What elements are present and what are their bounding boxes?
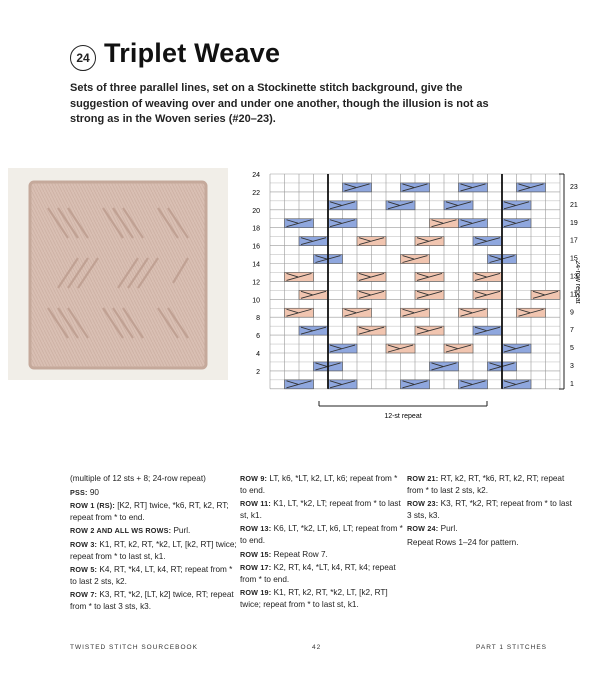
repeat-bracket — [319, 401, 487, 420]
instruction-line — [240, 498, 405, 521]
instruction-text: K1, RT, k2, RT, *k2, LT, [k2, RT] twice; repeat from * to last st, k1. — [240, 588, 388, 609]
instruction-line — [240, 587, 405, 610]
row-label: 4 — [256, 351, 260, 358]
right-twist-stitch — [328, 380, 357, 389]
intro-paragraph: Sets of three parallel lines, set on a Stockinette stitch background, give the suggestion of weaving over and under one another, though the illusion is not as strong as in the Woven series (#20–23). — [70, 82, 489, 125]
footer-section: PART 1 STITCHES — [476, 644, 547, 651]
left-twist-stitch — [401, 255, 430, 264]
row-label: 23 — [570, 183, 578, 191]
row-label: 9 — [570, 309, 574, 317]
right-twist-stitch — [285, 219, 314, 228]
pattern-number: 24 — [76, 51, 90, 65]
row-label: 15 — [570, 255, 578, 263]
right-twist-stitch — [328, 201, 357, 210]
instruction-line — [70, 500, 238, 523]
right-twist-stitch — [430, 362, 459, 371]
instruction-text: (multiple of 12 sts + 8; 24-row repeat) — [70, 474, 206, 483]
row-label: 20 — [252, 207, 260, 215]
page-title: Triplet Weave — [104, 38, 281, 68]
left-twist-stitch — [357, 237, 386, 246]
right-twist-stitch — [328, 219, 357, 228]
left-twist-stitch — [415, 272, 444, 281]
row-label: 14 — [252, 261, 260, 269]
instructions-column-2 — [240, 473, 405, 613]
instruction-label: ROW 3: — [70, 539, 98, 549]
left-twist-stitch — [285, 308, 314, 317]
instruction-text: K3, RT, *k2, RT; repeat from * to last 3 sts, k3. — [407, 499, 572, 520]
swatch-image — [8, 168, 228, 380]
row-label: 19 — [570, 219, 578, 227]
instruction-line — [240, 523, 405, 546]
left-twist-stitch — [531, 290, 560, 299]
instruction-label: ROW 13: — [240, 524, 272, 534]
instruction-label: ROW 19: — [240, 588, 272, 598]
instruction-text: K4, RT, *k4, LT, k4, RT; repeat from * to last 2 sts, k2. — [70, 565, 233, 586]
left-twist-stitch — [357, 272, 386, 281]
row-label: 17 — [570, 237, 578, 245]
right-twist-stitch — [502, 201, 531, 210]
instruction-text: 90 — [87, 487, 99, 497]
instructions-column-1 — [70, 473, 238, 615]
right-twist-stitch — [386, 201, 415, 210]
row-repeat-label: 24-row repeat — [574, 260, 580, 304]
instruction-line — [70, 487, 238, 499]
right-twist-stitch — [517, 183, 546, 192]
instruction-text: K1, RT, k2, RT, *k2, LT, [k2, RT] twice; repeat from * to last st, k1. — [70, 539, 237, 561]
row-label: 18 — [252, 225, 260, 233]
instruction-line — [407, 498, 575, 521]
row-label: 5 — [570, 345, 574, 353]
left-twist-stitch — [444, 344, 473, 353]
row-label: 21 — [570, 201, 578, 209]
left-twist-stitch — [401, 308, 430, 317]
right-twist-stitch — [459, 380, 488, 389]
right-twist-stitch — [502, 344, 531, 353]
row-label: 1 — [570, 380, 574, 388]
instruction-label: ROW 17: — [240, 563, 272, 573]
row-label: 12 — [252, 279, 260, 287]
instruction-text: Repeat Rows 1–24 for pattern. — [407, 537, 519, 547]
row-label: 22 — [252, 189, 260, 197]
right-twist-stitch — [328, 344, 357, 353]
right-twist-stitch — [299, 326, 328, 335]
right-twist-stitch — [444, 201, 473, 210]
instruction-line — [70, 525, 238, 537]
instruction-label: PSS: — [70, 487, 88, 497]
instruction-text: K3, RT, *k2, [LT, k2] twice, RT; repeat from * to last 3 sts, k3. — [70, 590, 234, 611]
left-twist-stitch — [386, 344, 415, 353]
chart-grid — [230, 168, 580, 424]
row-label: 7 — [570, 327, 574, 335]
instruction-text: Purl. — [438, 524, 458, 534]
left-twist-stitch — [415, 326, 444, 335]
instruction-line — [70, 589, 238, 612]
left-twist-stitch — [517, 308, 546, 317]
instruction-text: LT, k6, *LT, k2, LT, k6; repeat from * to end. — [240, 474, 398, 495]
instruction-line — [70, 539, 238, 562]
instruction-label: ROW 11: — [240, 499, 271, 509]
instruction-label: ROW 5: — [70, 565, 98, 575]
instruction-text: Repeat Row 7. — [271, 549, 328, 559]
row-label: 13 — [570, 273, 578, 281]
right-twist-stitch — [343, 183, 372, 192]
swatch-photo — [8, 168, 228, 380]
row-label: 8 — [256, 315, 260, 323]
instruction-label: ROW 15: — [240, 549, 272, 559]
pattern-number-badge — [70, 45, 96, 71]
instruction-line — [407, 537, 575, 549]
instruction-line — [240, 549, 405, 561]
instruction-text: K6, LT, *k2, LT, k6, LT; repeat from * to end. — [240, 524, 403, 545]
right-twist-stitch — [473, 237, 502, 246]
row-label: 16 — [252, 243, 260, 251]
instruction-line — [70, 473, 238, 485]
right-twist-stitch — [285, 380, 314, 389]
instruction-line — [407, 473, 575, 496]
row-label: 3 — [570, 362, 574, 370]
left-twist-stitch — [357, 326, 386, 335]
right-twist-stitch — [401, 183, 430, 192]
instructions-column-3 — [407, 473, 575, 551]
instruction-text: K2, RT, k4, *LT, k4, RT, k4; repeat from * to end. — [240, 563, 396, 584]
left-twist-stitch — [459, 308, 488, 317]
stitch-chart — [230, 168, 580, 424]
left-twist-stitch — [473, 290, 502, 299]
left-twist-stitch — [430, 219, 459, 228]
left-twist-stitch — [357, 290, 386, 299]
left-twist-stitch — [473, 272, 502, 281]
row-label: 2 — [256, 368, 260, 376]
left-twist-stitch — [415, 237, 444, 246]
right-twist-stitch — [502, 219, 531, 228]
row-label: 11 — [570, 291, 578, 299]
instruction-label: ROW 24: — [407, 524, 439, 534]
left-twist-stitch — [415, 290, 444, 299]
right-twist-stitch — [473, 326, 502, 335]
row-label: 6 — [256, 333, 260, 341]
instruction-text: Purl. — [171, 526, 191, 536]
instruction-label: ROW 7: — [70, 590, 98, 600]
right-twist-stitch — [502, 380, 531, 389]
row-label: 24 — [252, 172, 260, 179]
instruction-text: K1, LT, *k2, LT; repeat from * to last st, k1. — [240, 499, 401, 520]
right-twist-stitch — [401, 380, 430, 389]
footer-book-title: TWISTED STITCH SOURCEBOOK — [70, 644, 198, 651]
instruction-label: ROW 21: — [407, 474, 439, 483]
instruction-line — [240, 473, 405, 496]
instruction-label: ROW 9: — [240, 474, 268, 483]
left-twist-stitch — [343, 308, 372, 317]
left-twist-stitch — [299, 290, 328, 299]
instruction-label: ROW 2 AND ALL WS ROWS: — [70, 526, 172, 536]
instruction-label: ROW 23: — [407, 499, 439, 509]
footer-page-number: 42 — [312, 644, 322, 651]
instruction-text: [K2, RT] twice, *k6, RT, k2, RT; repeat from * to end. — [70, 501, 229, 522]
instruction-label: ROW 1 (RS): — [70, 501, 115, 511]
right-twist-stitch — [459, 183, 488, 192]
instruction-line — [240, 562, 405, 585]
instruction-line — [70, 564, 238, 587]
row-label: 10 — [252, 297, 260, 305]
instruction-line — [407, 523, 575, 535]
instruction-text: RT, k2, RT, *k6, RT, k2, RT; repeat from * to last 2 sts, k2. — [407, 474, 565, 495]
right-twist-stitch — [459, 219, 488, 228]
right-twist-stitch — [299, 237, 328, 246]
left-twist-stitch — [285, 272, 314, 281]
repeat-label: 12-st repeat — [384, 413, 422, 420]
